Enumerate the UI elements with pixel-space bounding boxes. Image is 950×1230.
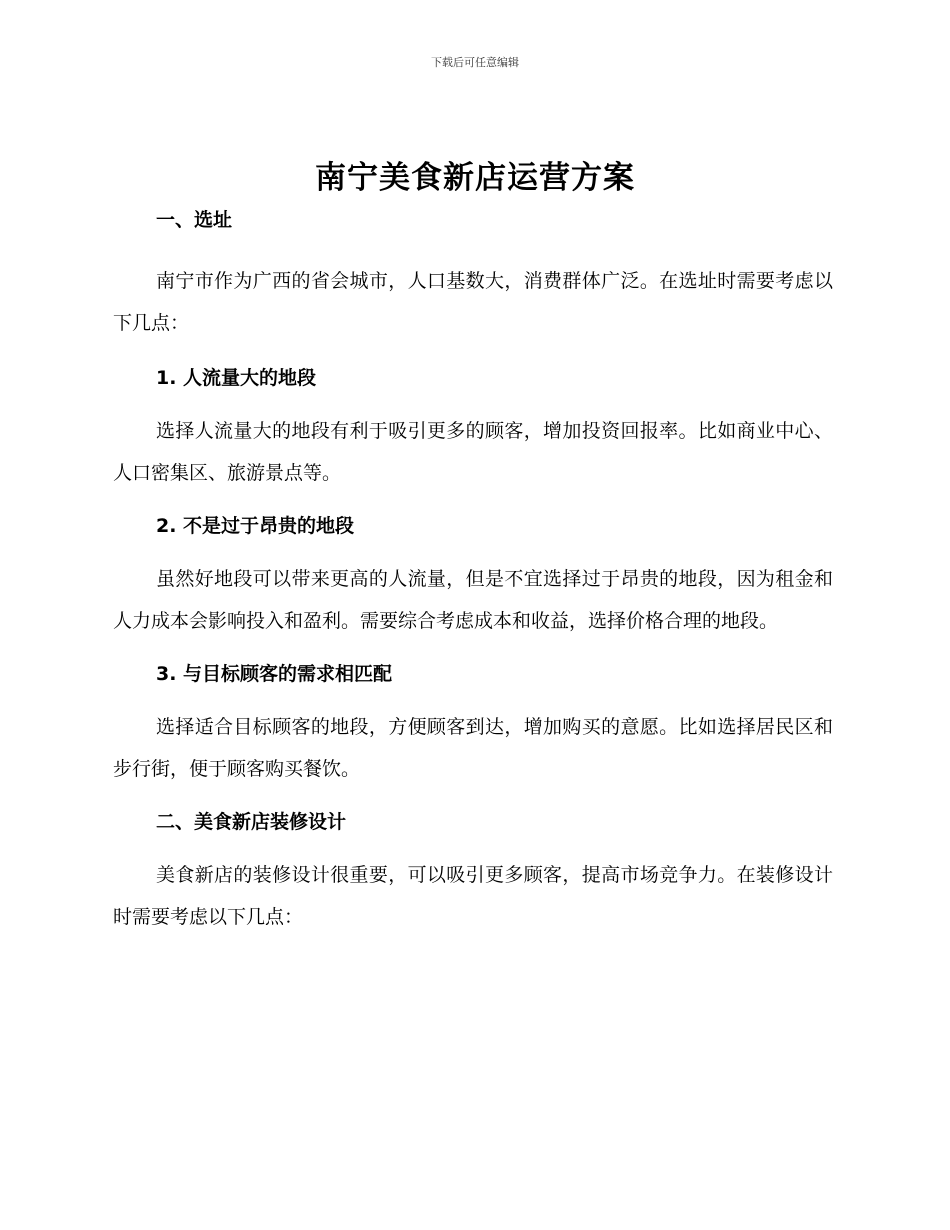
subheading-target-customers: 3. 与目标顾客的需求相匹配	[156, 663, 393, 685]
paragraph: 美食新店的装修设计很重要，可以吸引更多顾客，提高市场竞争力。在装修设计时需要考虑以下几点：	[113, 864, 833, 928]
section-heading-decoration-design: 二、美食新店装修设计	[156, 811, 347, 833]
header-note: 下载后可任意编辑	[431, 56, 519, 69]
subheading-high-traffic: 1. 人流量大的地段	[156, 367, 317, 389]
paragraph: 南宁市作为广西的省会城市，人口基数大，消费群体广泛。在选址时需要考虑以下几点：	[113, 270, 833, 334]
subheading-not-expensive: 2. 不是过于昂贵的地段	[156, 515, 355, 537]
paragraph: 虽然好地段可以带来更高的人流量，但是不宜选择过于昂贵的地段，因为租金和人力成本会影响投入和盈利。需要综合考虑成本和收益，选择价格合理的地段。	[113, 568, 833, 632]
paragraph: 选择适合目标顾客的地段，方便顾客到达，增加购买的意愿。比如选择居民区和步行街，便于顾客购买餐饮。	[113, 716, 833, 780]
document-body	[113, 200, 833, 938]
document-title: 南宁美食新店运营方案	[315, 160, 635, 196]
paragraph: 选择人流量大的地段有利于吸引更多的顾客，增加投资回报率。比如商业中心、人口密集区、旅游景点等。	[113, 420, 833, 484]
section-heading-site-selection: 一、选址	[156, 209, 233, 231]
